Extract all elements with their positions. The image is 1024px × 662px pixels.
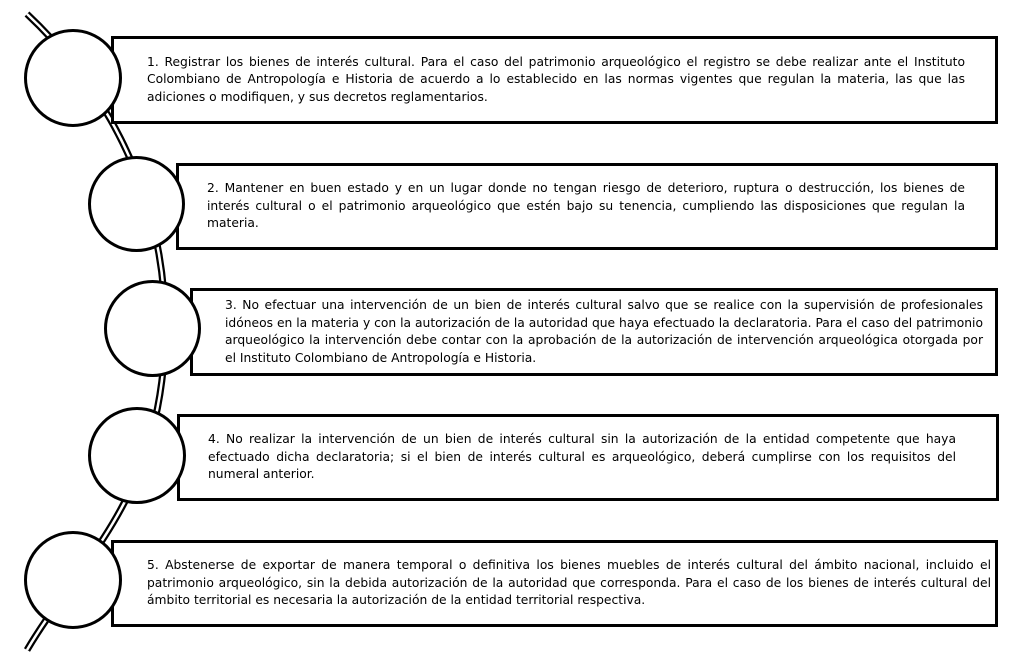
step-circle-4 — [88, 407, 186, 504]
step-circle-5 — [24, 531, 122, 629]
step-circle-1 — [24, 29, 122, 127]
step-text-4: 4. No realizar la intervención de un bien de interés cultural sin la autorización de la entidad competente que haya efectuado dicha declaratoria; si el bien de interés cultural es arqueológico, deberá cumplirse con los requisitos del numeral anterior. — [208, 432, 956, 482]
step-circle-3 — [104, 280, 201, 377]
step-text-2: 2. Mantener en buen estado y en un lugar donde no tengan riesgo de deterioro, ruptura o destrucción, los bienes de interés cultural o el patrimonio arqueológico que estén bajo su tenencia, cumpliendo las disposiciones que regulan la materia. — [207, 181, 965, 231]
step-box-3 — [190, 288, 998, 376]
step-box-1 — [111, 36, 998, 124]
step-text-3: 3. No efectuar una intervención de un bien de interés cultural salvo que se realice con la supervisión de profesionales idóneos en la materia y con la autorización de la autoridad que haya efectuado la declaratoria. Para el caso del patrimonio arqueológico la intervención debe contar con la aprobación de la autorización de intervención arqueológica otorgada por el Instituto Colombiano de Antropología e Historia. — [225, 298, 983, 365]
step-text-1: 1. Registrar los bienes de interés cultural. Para el caso del patrimonio arqueológico el registro se debe realizar ante el Instituto Colombiano de Antropología e Historia de acuerdo a lo establecido en las normas vigentes que regulan la materia, las que las adiciones o modifiquen, y sus decretos reglamentarios. — [147, 54, 965, 104]
step-box-5 — [111, 540, 998, 627]
step-box-2 — [176, 163, 998, 250]
step-box-4 — [177, 414, 999, 501]
step-circle-2 — [88, 156, 185, 252]
step-text-5: 5. Abstenerse de exportar de manera temporal o definitiva los bienes muebles de interés cultural del ámbito nacional, incluido el patrimonio arqueológico, sin la debida autorización de la autoridad que corresponda. Para el caso de los bienes de interés cultural del ámbito territorial es necesaria la autorización de la entidad territorial respectiva. — [147, 558, 991, 608]
